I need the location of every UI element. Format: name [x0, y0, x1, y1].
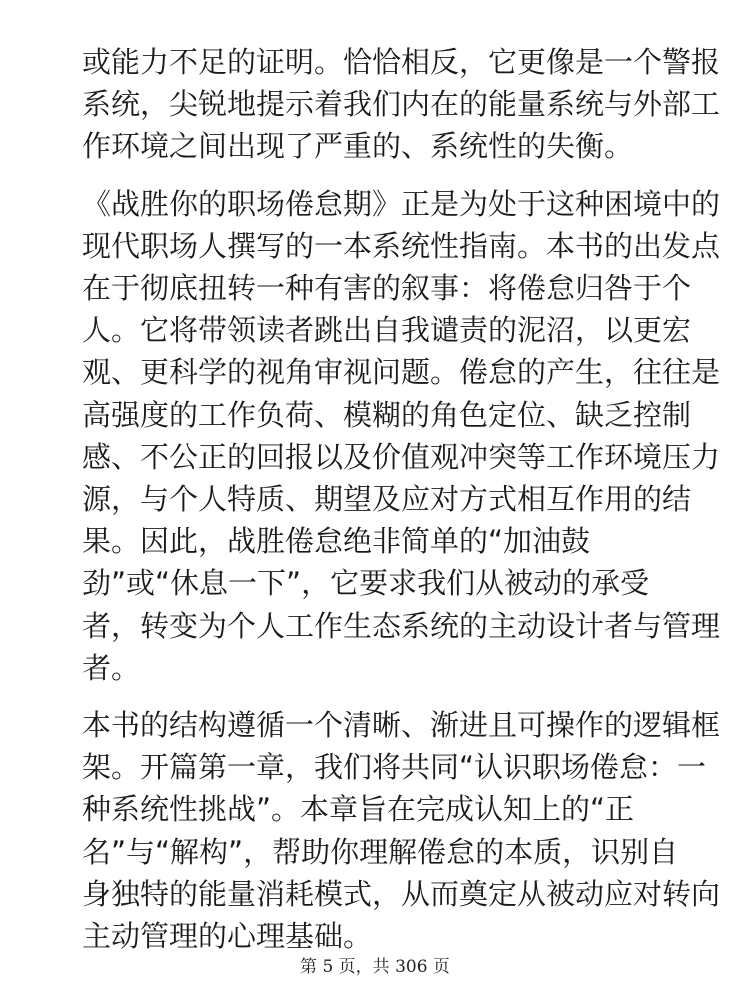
text-line: 作环境之间出现了严重的、系统性的失衡。 [82, 129, 634, 164]
text-line: 架。开篇第一章，我们将共同“认识职场倦怠：一 [82, 750, 707, 785]
text-line: 种系统性挑战”。本章旨在完成认知上的“正 [82, 792, 635, 827]
text-line: 感、不公正的回报以及价值观冲突等工作环境压力 [82, 439, 721, 474]
text-line: 观、更科学的视角审视问题。倦怠的产生，往往是 [82, 355, 721, 390]
text-line: 或能力不足的证明。恰恰相反，它更像是一个警报 [82, 45, 721, 79]
text-line: 主动管理的心理基础。 [82, 919, 373, 954]
paragraph-2 [82, 183, 721, 689]
text-line: 本书的结构遵循一个清晰、渐进且可操作的逻辑框 [82, 708, 721, 743]
text-line: 人。它将带领读者跳出自我谴责的泥沼，以更宏 [82, 313, 692, 348]
text-line: 高强度的工作负荷、模糊的角色定位、缺乏控制 [82, 397, 692, 432]
text-line: 在于彻底扭转一种有害的叙事：将倦怠归咎于个 [82, 271, 692, 306]
body-text [82, 41, 721, 972]
text-line: 劲”或“休息一下”，它要求我们从被动的承受 [82, 566, 650, 601]
text-line: 者。 [82, 650, 141, 685]
paragraph-1 [82, 41, 721, 168]
page-number-footer: 第 5 页，共 306 页 [300, 957, 450, 977]
paragraph-3 [82, 704, 721, 957]
text-line: 《战胜你的职场倦怠期》正是为处于这种困境中的 [82, 186, 721, 221]
text-line: 源，与个人特质、期望及应对方式相互作用的结 [82, 482, 692, 517]
text-line: 现代职场人撰写的一本系统性指南。本书的出发点 [82, 228, 721, 263]
text-line: 身独特的能量消耗模式，从而奠定从被动应对转向 [82, 876, 721, 911]
text-line: 者，转变为个人工作生态系统的主动设计者与管理 [82, 608, 721, 643]
text-line: 名”与“解构”，帮助你理解倦怠的本质，识别自 [82, 834, 679, 869]
text-line: 系统，尖锐地提示着我们内在的能量系统与外部工 [82, 87, 721, 122]
text-line: 果。因此，战胜倦怠绝非简单的“加油鼓 [82, 524, 591, 559]
